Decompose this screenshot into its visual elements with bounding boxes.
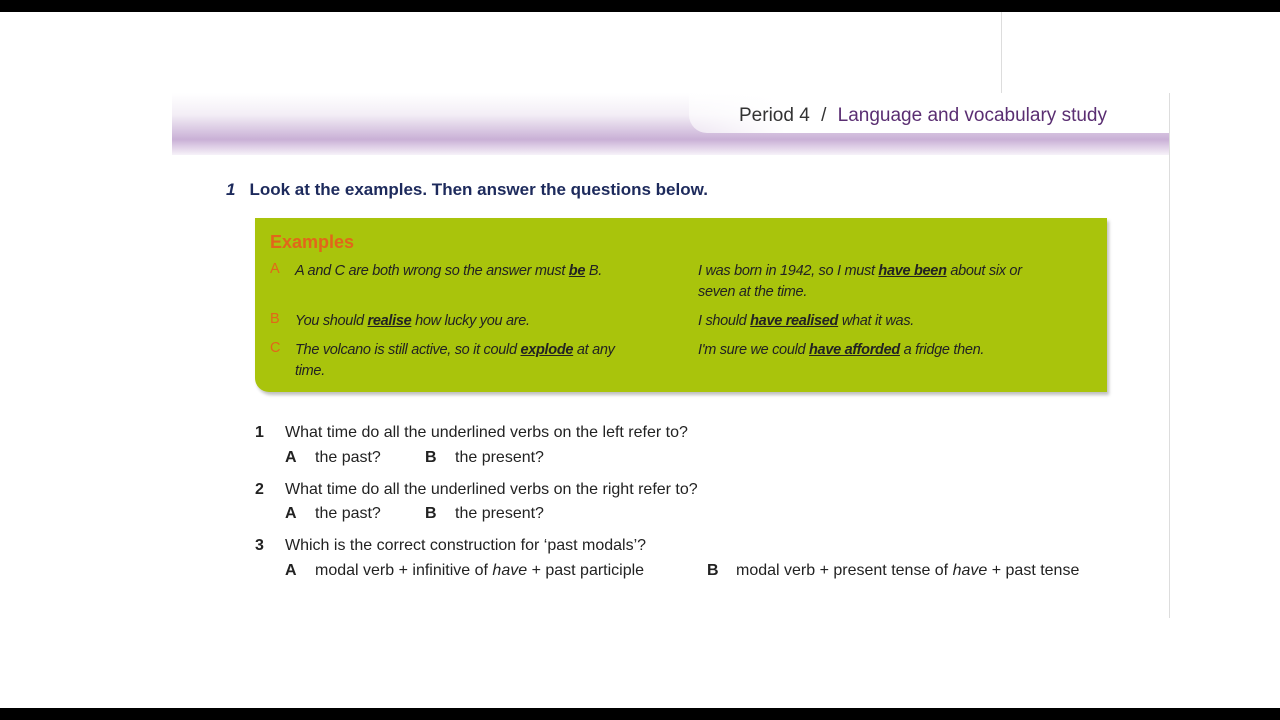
page-edge [1001,12,1002,93]
text: + past participle [527,562,645,579]
task-heading [226,180,708,200]
text: at any time. [295,342,615,379]
text: + past tense [987,562,1080,579]
section-title: Language and vocabulary study [837,105,1107,126]
underlined-verb: have realised [750,313,839,329]
text: I should [698,313,751,329]
option-label: B [707,562,719,579]
option-b: the present? [455,449,544,466]
option-label: A [285,449,297,466]
underlined-verb: have afforded [809,342,900,358]
page-header [172,93,1169,155]
example-left [295,261,655,282]
period-label: Period 4 [739,105,810,126]
text: You should [295,313,368,329]
option-label: B [425,449,437,466]
header-title [739,105,1107,127]
option-label: B [425,505,437,522]
question-text: What time do all the underlined verbs on the right refer to? [285,481,698,498]
text: I'm sure we could [698,342,809,358]
page-edge [1169,93,1170,618]
text: have [952,562,988,579]
example-right [698,311,1058,332]
option-a: the past? [315,449,381,466]
top-letterbox [0,0,1280,12]
examples-title: Examples [270,232,355,252]
example-left [295,340,640,382]
text: how lucky you are. [411,313,530,329]
text: I was born in 1942, so I must [698,263,879,279]
bottom-letterbox [0,708,1280,720]
example-letter: C [270,340,281,356]
text: The volcano is still active, so it could [295,342,521,358]
option-a: the past? [315,505,381,522]
text: modal verb + infinitive of [315,562,493,579]
task-instruction: Look at the examples. Then answer the questions below. [249,180,708,199]
examples-box [255,218,1107,392]
example-letter: B [270,311,280,327]
question-text: What time do all the underlined verbs on the left refer to? [285,424,688,441]
example-right [698,340,1078,361]
option-a [315,562,644,580]
question-number: 1 [255,424,264,441]
text: about six or seven at the time. [698,263,1022,300]
text: A and C are both wrong so the answer must [295,263,569,279]
example-letter: A [270,261,280,277]
text: B. [585,263,602,279]
underlined-verb: explode [520,342,574,358]
underlined-verb: realise [367,313,412,329]
question-number: 3 [255,537,264,554]
underlined-verb: be [568,263,586,279]
text: what it was. [838,313,915,329]
text: have [492,562,528,579]
question-number: 2 [255,481,264,498]
example-left [295,311,655,332]
underlined-verb: have been [878,263,947,279]
option-b: the present? [455,505,544,522]
text: modal verb + present tense of [736,562,953,579]
option-b [736,562,1079,580]
separator: / [821,105,827,126]
example-right [698,261,1058,303]
question-text: Which is the correct construction for ‘past modals’? [285,537,647,554]
option-label: A [285,562,297,579]
task-number: 1 [226,180,236,199]
option-label: A [285,505,297,522]
text: a fridge then. [899,342,985,358]
